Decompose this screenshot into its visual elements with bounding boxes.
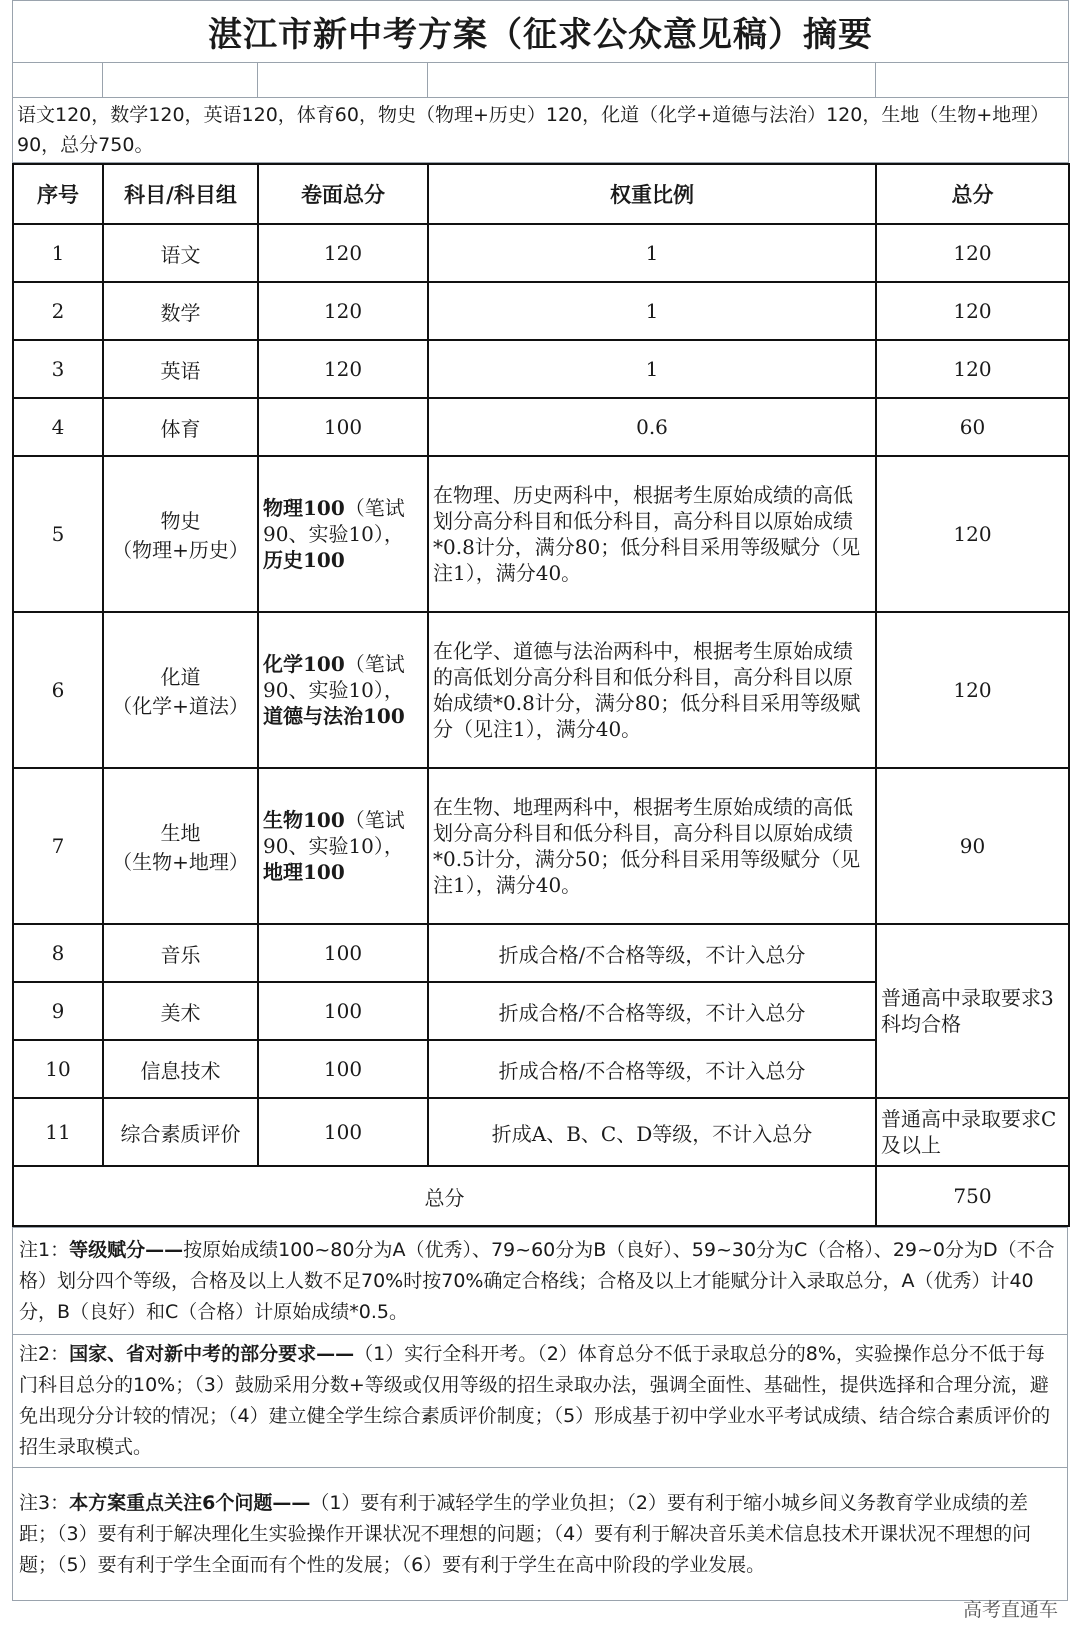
note-row bbox=[13, 1228, 1068, 1335]
paper-subject-a: 生物100 bbox=[263, 808, 345, 832]
table-row bbox=[13, 340, 1069, 398]
notes-table bbox=[12, 1227, 1068, 1601]
row-weight: 1 bbox=[428, 340, 876, 398]
row-no: 10 bbox=[13, 1040, 103, 1098]
row-weight: 折成A、B、C、D等级，不计入总分 bbox=[428, 1098, 876, 1166]
note-heading: 本方案重点关注6个问题—— bbox=[69, 1491, 311, 1514]
table-row bbox=[13, 224, 1069, 282]
score-table bbox=[12, 163, 1070, 1227]
grand-total-label: 总分 bbox=[13, 1166, 876, 1226]
note-3 bbox=[13, 1468, 1068, 1601]
row-weight: 在生物、地理两科中，根据考生原始成绩的高低划分高分科目和低分科目，高分科目以原始成绩*0.5计分，满分50；低分科目采用等级赋分（见注1），满分40。 bbox=[428, 768, 876, 924]
note-row bbox=[13, 1468, 1068, 1601]
blank-row bbox=[13, 63, 1069, 98]
note-body: （1）实行全科开考。（2）体育总分不低于录取总分的8%，实验操作总分不低于每门科目总分的10%；（3）鼓励采用分数+等级或仅用等级的招生录取办法，强调全面性、基础性，提供选择和合理分流，避免出现分分计较的情况；（4）建立健全学生综合素质评价制度；（5）形成基于初中学业水平考试成绩、结合综合素质评价的招生录取模式。 bbox=[19, 1343, 1051, 1458]
table-row bbox=[13, 924, 1069, 982]
note-body: 按原始成绩100~80分为A（优秀）、79~60分为B（良好）、59~30分为C（合格）、29~0分为D（不合格）划分四个等级，合格及以上人数不足70%时按70%确定合格线；合格及以上才能赋分计入录取总分，A（优秀）计40分，B（良好）和C（合格）计原始成绩*0.5。 bbox=[19, 1238, 1055, 1323]
merged-total-note: 普通高中录取要求3科均合格 bbox=[876, 924, 1069, 1098]
page-title: 湛江市新中考方案（征求公众意见稿）摘要 bbox=[13, 1, 1069, 63]
paper-breakdown: （笔试90、实验10）， bbox=[263, 652, 405, 702]
row-total: 120 bbox=[876, 224, 1069, 282]
row-subject: 数学 bbox=[103, 282, 258, 340]
row-paper: 100 bbox=[258, 982, 428, 1040]
row-paper: 100 bbox=[258, 924, 428, 982]
row-total: 90 bbox=[876, 768, 1069, 924]
row-paper: 100 bbox=[258, 1098, 428, 1166]
row-no: 5 bbox=[13, 456, 103, 612]
row-subject: 信息技术 bbox=[103, 1040, 258, 1098]
row-subject: 美术 bbox=[103, 982, 258, 1040]
table-row bbox=[13, 612, 1069, 768]
row-total: 120 bbox=[876, 340, 1069, 398]
row-no: 1 bbox=[13, 224, 103, 282]
row-weight: 折成合格/不合格等级，不计入总分 bbox=[428, 924, 876, 982]
row-paper: 100 bbox=[258, 398, 428, 456]
note-body: （1）要有利于减轻学生的学业负担；（2）要有利于缩小城乡间义务教育学业成绩的差距；（3）要有利于解决理化生实验操作开课状况不理想的问题；（4）要有利于解决音乐美术信息技术开课状况不理想的问题；（5）要有利于学生全面而有个性的发展；（6）要有利于学生在高中阶段的学业发展。 bbox=[19, 1491, 1032, 1576]
row-total: 120 bbox=[876, 282, 1069, 340]
row-weight: 0.6 bbox=[428, 398, 876, 456]
score-sheet bbox=[12, 0, 1068, 1601]
subject-group-detail: （物理+历史） bbox=[112, 538, 249, 562]
row-subject: 语文 bbox=[103, 224, 258, 282]
row-subject: 英语 bbox=[103, 340, 258, 398]
row-no: 11 bbox=[13, 1098, 103, 1166]
row-no: 4 bbox=[13, 398, 103, 456]
row-weight: 折成合格/不合格等级，不计入总分 bbox=[428, 982, 876, 1040]
row-weight: 在化学、道德与法治两科中，根据考生原始成绩的高低划分高分科目和低分科目，高分科目以原始成绩*0.8计分，满分80；低分科目采用等级赋分（见注1），满分40。 bbox=[428, 612, 876, 768]
row-weight: 在物理、历史两科中，根据考生原始成绩的高低划分高分科目和低分科目，高分科目以原始成绩*0.8计分，满分80；低分科目采用等级赋分（见注1），满分40。 bbox=[428, 456, 876, 612]
row-subject: 音乐 bbox=[103, 924, 258, 982]
row-paper bbox=[258, 612, 428, 768]
subject-group-name: 化道 bbox=[160, 665, 201, 689]
row-weight: 折成合格/不合格等级，不计入总分 bbox=[428, 1040, 876, 1098]
watermark: 高考直通车 bbox=[962, 1599, 1058, 1621]
row-no: 3 bbox=[13, 340, 103, 398]
row-total: 60 bbox=[876, 398, 1069, 456]
row-weight: 1 bbox=[428, 224, 876, 282]
note-2 bbox=[13, 1335, 1068, 1468]
table-row bbox=[13, 1098, 1069, 1166]
row-subject bbox=[103, 612, 258, 768]
header-subject: 科目/科目组 bbox=[103, 164, 258, 224]
row-no: 7 bbox=[13, 768, 103, 924]
row-total: 120 bbox=[876, 612, 1069, 768]
note-prefix: 注1： bbox=[19, 1238, 70, 1261]
table-row bbox=[13, 456, 1069, 612]
subject-group-name: 物史 bbox=[160, 509, 201, 533]
row-no: 6 bbox=[13, 612, 103, 768]
header-total: 总分 bbox=[876, 164, 1069, 224]
paper-subject-b: 道德与法治100 bbox=[263, 704, 405, 728]
row-subject bbox=[103, 456, 258, 612]
score-summary: 语文120，数学120，英语120，体育60，物史（物理+历史）120，化道（化学+道德与法治）120，生地（生物+地理）90，总分750。 bbox=[13, 98, 1069, 163]
paper-subject-a: 化学100 bbox=[263, 652, 345, 676]
note-row bbox=[13, 1335, 1068, 1468]
header-no: 序号 bbox=[13, 164, 103, 224]
paper-breakdown: （笔试90、实验10）， bbox=[263, 808, 405, 858]
row-paper bbox=[258, 456, 428, 612]
row-total: 普通高中录取要求C及以上 bbox=[876, 1098, 1069, 1166]
table-row bbox=[13, 398, 1069, 456]
row-no: 9 bbox=[13, 982, 103, 1040]
grand-total-value: 750 bbox=[876, 1166, 1069, 1226]
row-no: 8 bbox=[13, 924, 103, 982]
row-subject bbox=[103, 768, 258, 924]
row-paper: 120 bbox=[258, 282, 428, 340]
paper-subject-b: 地理100 bbox=[263, 860, 345, 884]
row-weight: 1 bbox=[428, 282, 876, 340]
note-prefix: 注2： bbox=[19, 1343, 70, 1365]
note-1 bbox=[13, 1228, 1068, 1335]
grand-total-row bbox=[13, 1166, 1069, 1226]
row-subject: 体育 bbox=[103, 398, 258, 456]
note-heading: 等级赋分—— bbox=[69, 1238, 184, 1261]
row-paper: 120 bbox=[258, 340, 428, 398]
table-header bbox=[13, 164, 1069, 224]
note-prefix: 注3： bbox=[19, 1491, 70, 1514]
title-table bbox=[12, 0, 1069, 163]
row-paper bbox=[258, 768, 428, 924]
header-paper: 卷面总分 bbox=[258, 164, 428, 224]
table-row bbox=[13, 768, 1069, 924]
row-paper: 120 bbox=[258, 224, 428, 282]
table-row bbox=[13, 282, 1069, 340]
subject-group-name: 生地 bbox=[160, 821, 201, 845]
paper-breakdown: （笔试90、实验10）， bbox=[263, 496, 405, 546]
row-no: 2 bbox=[13, 282, 103, 340]
row-subject: 综合素质评价 bbox=[103, 1098, 258, 1166]
paper-subject-b: 历史100 bbox=[263, 548, 345, 572]
paper-subject-a: 物理100 bbox=[263, 496, 345, 520]
row-paper: 100 bbox=[258, 1040, 428, 1098]
note-heading: 国家、省对新中考的部分要求—— bbox=[69, 1343, 355, 1365]
row-total: 120 bbox=[876, 456, 1069, 612]
header-weight: 权重比例 bbox=[428, 164, 876, 224]
subject-group-detail: （化学+道法） bbox=[112, 694, 249, 718]
subject-group-detail: （生物+地理） bbox=[112, 850, 249, 874]
